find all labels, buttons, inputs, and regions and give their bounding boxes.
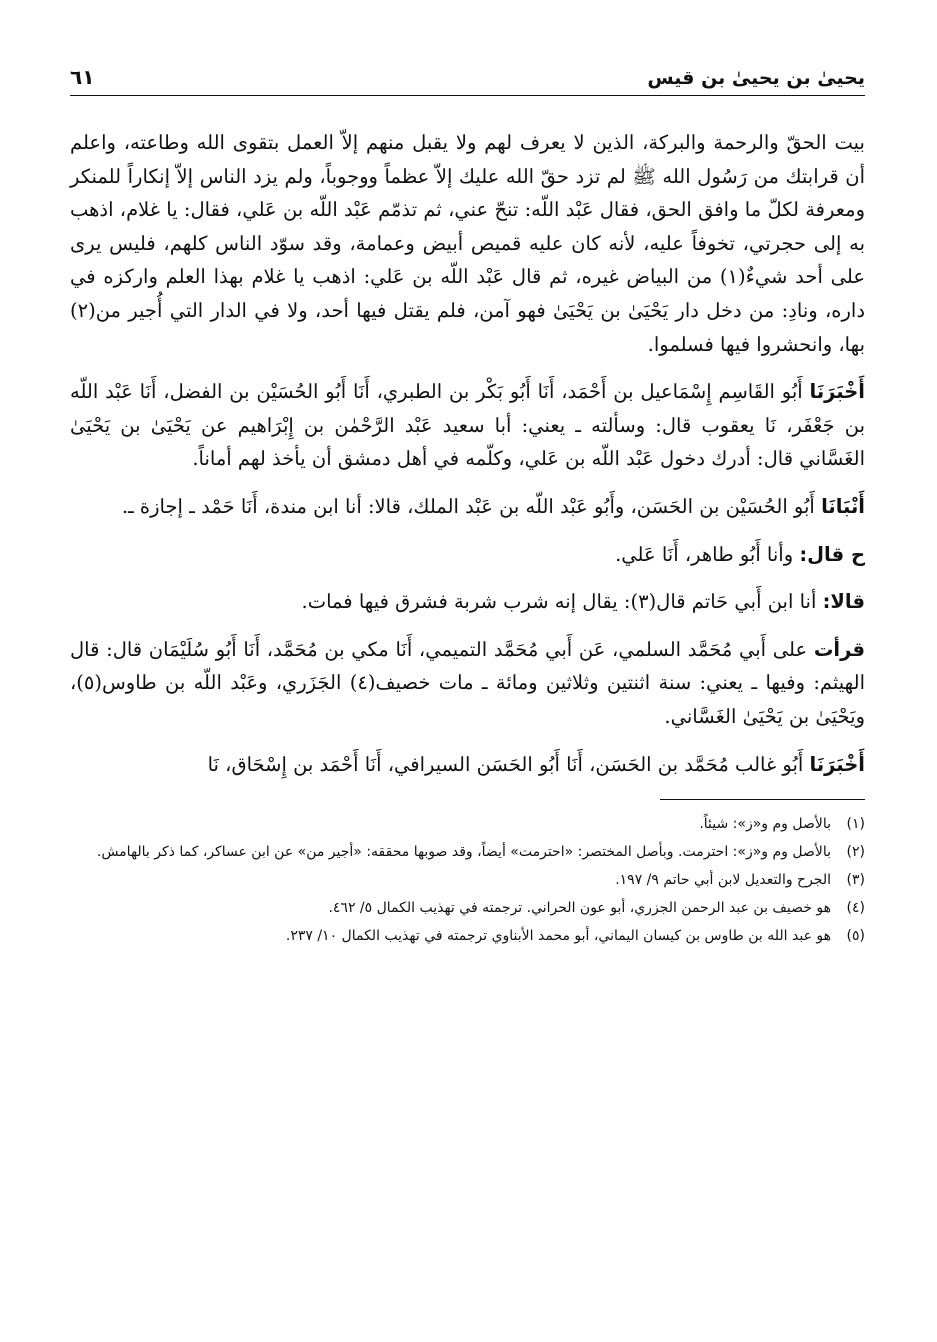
footnote-number: (٢) [846,844,865,861]
paragraph [70,490,865,524]
paragraph-text: وأنا أَبُو طاهر، أَنَا عَلي. [615,542,800,566]
paragraph-lead: قالا: [822,590,865,614]
running-header [70,55,865,96]
paragraph [70,585,865,619]
paragraph-text: أَبُو القَاسِم إِسْمَاعيل بن أَحْمَد، أَنَا أَبُو بَكْر بن الطبري، أَنَا أَبُو الحُسَيْن بن الفضل، أَنَا عَبْد اللّه بن جَعْفَر، نَا يعقوب قال: وسألته ـ يعني: أبا سعيد عَبْد الرَّحْمٰن بن إِبْرَاهيم عن يَحْيَىٰ بن يَحْيَىٰ الغَسَّاني قال: أدرك دخول عَبْد اللّه بن عَلي، وكلّمه في أهل دمشق أن يأخذ لهم أماناً. [70,380,865,471]
footnote [70,840,865,864]
footnote [70,868,865,892]
footnote-number: (١) [846,816,865,833]
footnote-number: (٤) [846,900,865,917]
footnote-text: بالأصل وم و«ز»: شيئاً. [699,816,831,833]
paragraph-text: بيت الحقّ والرحمة والبركة، الذين لا يعرف لهم ولا يقبل منهم إلاّ العمل بتقوى الله وطاعته، واعلم أن قرابتك من رَسُول الله ﷺ لم تزد حقّ الله عليك إلاّ عظماً ووجوباً، ولم يزد الناس إلاّ إنكاراً للمنكر ومعرفة لكلّ ما وافق الحق، فقال عَبْد اللّه: تنحّ عني، ثم تذمّم عَبْد اللّه بن عَلي، فقال: يا غلام، اذهب به إلى حجرتي، تخوفاً عليه، لأنه كان عليه قميص أبيض وعمامة، وقد سوّد الناس كلهم، فليس يرى على أحد شيءٌ(١) من البياض غيره، ثم قال عَبْد اللّه بن عَلي: اذهب يا غلام بهذا العلم واركزه في داره، ونادِ: من دخل دار يَحْيَىٰ بن يَحْيَىٰ فهو آمن، فلم يقتل فيها أحد، ولا في الدار التي أُجير من(٢) بها، وانحشروا فيها فسلموا. [70,131,865,356]
paragraph-lead: أَخْبَرَنَا [809,380,865,404]
paragraph [70,748,865,782]
paragraph-lead: ح قال: [799,542,865,566]
footnote [70,812,865,836]
paragraph-text: أَبُو غالب مُحَمَّد بن الحَسَن، أَنَا أَبُو الحَسَن السيرافي، أَنَا أَحْمَد بن إِسْحَاق، نَا [207,752,810,776]
paragraph-text: على أَبي مُحَمَّد السلمي، عَن أَبي مُحَمَّد التميمي، أَنَا مكي بن مُحَمَّد، أَنَا أَبُو سُلَيْمَان قال: قال الهيثم: وفيها ـ يعني: سنة اثنتين وثلاثين ومائة ـ مات خصيف(٤) الجَزَري، وعَبْد اللّه بن طاوس(٥)، ويَحْيَىٰ بن يَحْيَىٰ الغَسَّاني. [70,637,865,728]
footnote-text: هو عبد الله بن طاوس بن كيسان اليماني، أبو محمد الأبناوي ترجمته في تهذيب الكمال ١٠/ ٢٣٧. [285,928,831,945]
footnotes [70,812,865,948]
footnote-separator [660,799,865,800]
paragraph [70,375,865,476]
footnote-number: (٣) [846,872,865,889]
paragraph [70,126,865,361]
paragraph-lead: أَنْبَانَا [821,494,865,518]
footnote [70,896,865,920]
footnote [70,924,865,948]
footnote-text: هو خصيف بن عبد الرحمن الجزري، أبو عون الحراني. ترجمته في تهذيب الكمال ٥/ ٤٦٢. [328,900,831,917]
paragraph [70,633,865,734]
footnote-number: (٥) [846,928,865,945]
footnote-text: بالأصل وم و«ز»: احترمت. وبأصل المختصر: «احترمت» أيضاً، وقد صوبها محققه: «أجير من» عن ابن عساكر، كما ذكر بالهامش. [96,844,831,861]
paragraph-lead: قرأت [813,637,865,661]
paragraph-text: أنا ابن أَبي حَاتم قال(٣): يقال إنه شرب شربة فشرق فيها فمات. [301,590,823,614]
main-text [70,126,865,781]
running-title: يحيىٰ بن يحيىٰ بن قيس [647,67,865,89]
paragraph-text: أَبُو الحُسَيْن بن الحَسَن، وأَبُو عَبْد اللّه بن عَبْد الملك، قالا: أنا ابن مندة، أَنَا حَمْد ـ إجازة ـ. [121,494,822,518]
footnote-text: الجرح والتعديل لابن أبي حاتم ٩/ ١٩٧. [615,872,831,889]
paragraph-lead: أَخْبَرَنَا [809,752,865,776]
paragraph [70,538,865,572]
page-number: ٦١ [70,65,95,89]
book-page [70,55,865,1315]
